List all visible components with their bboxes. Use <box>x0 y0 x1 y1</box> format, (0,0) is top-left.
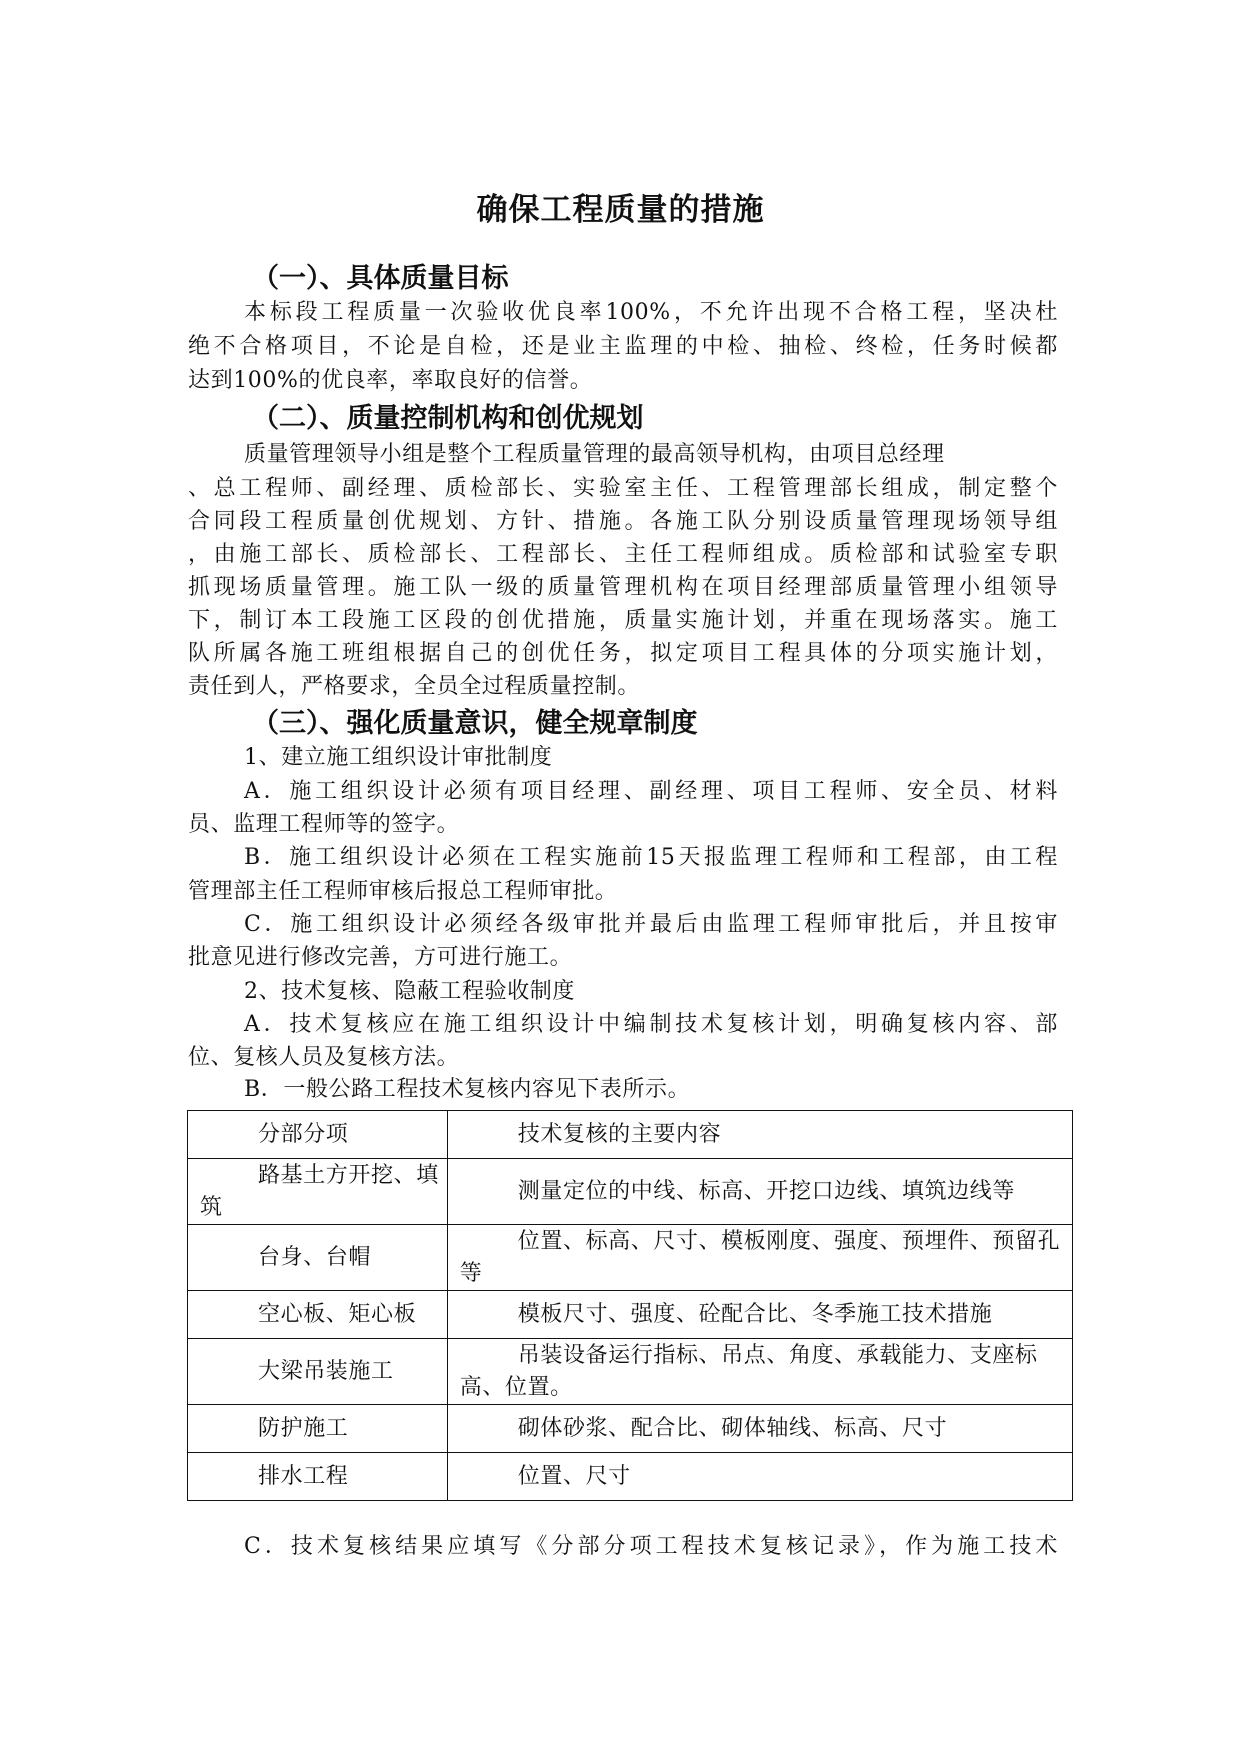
section-heading-3: （三）、强化质量意识，健全规章制度 <box>252 708 698 739</box>
section-heading-2: （二）、质量控制机构和创优规划 <box>252 403 644 434</box>
paragraph-line: 达到100%的优良率，率取良好的信誉。 <box>188 368 593 393</box>
table-cell: 测量定位的中线、标高、开挖口边线、填筑边线等 <box>517 1178 1015 1204</box>
paragraph-line: 下，制订本工段施工区段的创优措施，质量实施计划，并重在现场落实。施工 <box>188 608 1058 633</box>
table-row <box>188 1159 1073 1225</box>
paragraph-line: 抓现场质量管理。施工队一级的质量管理机构在项目经理部质量管理小组领导 <box>188 575 1058 600</box>
paragraph-line: 绝不合格项目，不论是自检，还是业主监理的中检、抽检、终检，任务时候都 <box>188 334 1058 359</box>
table-header-cell: 分部分项 <box>258 1121 349 1147</box>
table-cell: 吊装设备运行指标、吊点、角度、承载能力、支座标高、位置。 <box>459 1342 1038 1400</box>
table-cell: 位置、标高、尺寸、模板刚度、强度、预埋件、预留孔等 <box>459 1228 1061 1286</box>
table-cell: 防护施工 <box>258 1415 349 1441</box>
page-title: 确保工程质量的措施 <box>476 192 765 228</box>
paragraph-line: 合同段工程质量创优规划、方针、措施。各施工队分别设质量管理现场领导组 <box>188 509 1058 534</box>
paragraph-line: 责任到人，严格要求，全员全过程质量控制。 <box>188 674 641 699</box>
technical-review-table <box>187 1110 1073 1501</box>
paragraph-line: B．一般公路工程技术复核内容见下表所示。 <box>244 1077 691 1102</box>
table-cell: 位置、尺寸 <box>517 1463 631 1489</box>
table-row <box>188 1405 1073 1453</box>
table-cell: 台身、台帽 <box>258 1244 372 1270</box>
table-row <box>188 1291 1073 1339</box>
table-cell: 排水工程 <box>258 1463 349 1489</box>
subsection-title: 1、建立施工组织设计审批制度 <box>244 745 553 770</box>
table-cell: 模板尺寸、强度、砼配合比、冬季施工技术措施 <box>517 1301 993 1327</box>
table-header-cell: 技术复核的主要内容 <box>517 1121 722 1147</box>
paragraph-line: 本标段工程质量一次验收优良率100%，不允许出现不合格工程，坚决杜 <box>244 300 1058 325</box>
paragraph-line: 批意见进行修改完善，方可进行施工。 <box>188 945 573 970</box>
paragraph-line: 员、监理工程师等的签字。 <box>188 812 460 837</box>
paragraph-line: ，由施工部长、质检部长、工程部长、主任工程师组成。质检部和试验室专职 <box>188 542 1058 567</box>
paragraph-line: 管理部主任工程师审核后报总工程师审批。 <box>188 879 618 904</box>
table-cell: 空心板、矩心板 <box>258 1301 417 1327</box>
table-row <box>188 1453 1073 1501</box>
subsection-title: 2、技术复核、隐蔽工程验收制度 <box>244 979 575 1004</box>
paragraph-line: 、总工程师、副经理、质检部长、实验室主任、工程管理部长组成，制定整个 <box>188 476 1058 501</box>
table-cell: 砌体砂浆、配合比、砌体轴线、标高、尺寸 <box>517 1415 948 1441</box>
paragraph-line: C．施工组织设计必须经各级审批并最后由监理工程师审批后，并且按审 <box>244 912 1058 937</box>
paragraph-line: 位、复核人员及复核方法。 <box>188 1045 460 1070</box>
section-heading-1: （一）、具体质量目标 <box>252 263 509 294</box>
paragraph-line: C．技术复核结果应填写《分部分项工程技术复核记录》，作为施工技术 <box>244 1534 1058 1559</box>
paragraph-line: B．施工组织设计必须在工程实施前15天报监理工程师和工程部，由工程 <box>244 845 1058 870</box>
table-header-row <box>188 1111 1073 1159</box>
paragraph-line: 队所属各施工班组根据自己的创优任务，拟定项目工程具体的分项实施计划， <box>188 641 1058 666</box>
table-cell: 路基土方开挖、填筑 <box>200 1162 439 1220</box>
table-cell: 大梁吊装施工 <box>258 1358 394 1384</box>
paragraph-line: A．施工组织设计必须有项目经理、副经理、项目工程师、安全员、材料 <box>244 779 1058 804</box>
paragraph-line: A．技术复核应在施工组织设计中编制技术复核计划，明确复核内容、部 <box>244 1012 1058 1037</box>
table-row <box>188 1339 1073 1405</box>
paragraph-line: 质量管理领导小组是整个工程质量管理的最高领导机构，由项目总经理 <box>244 442 945 467</box>
table-row <box>188 1225 1073 1291</box>
